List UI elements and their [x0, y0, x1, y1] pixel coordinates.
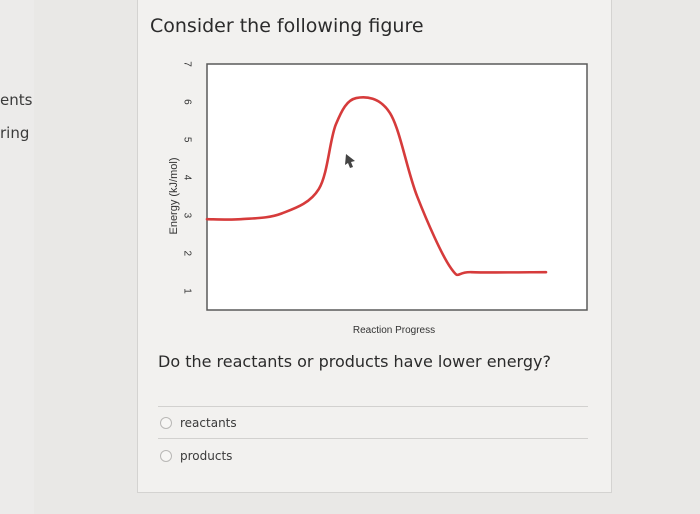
- sidebar-item-partial[interactable]: ring: [0, 124, 30, 142]
- question-prompt: Do the reactants or products have lower energy?: [158, 352, 551, 371]
- y-tick-label: 6: [181, 99, 193, 105]
- question-intro: Consider the following figure: [150, 15, 424, 37]
- option-divider: [158, 406, 588, 407]
- x-axis-label: Reaction Progress: [352, 325, 436, 336]
- y-tick-label: 2: [181, 250, 193, 257]
- y-tick-label: 5: [181, 136, 193, 143]
- radio-reactants[interactable]: [160, 417, 172, 429]
- option-divider: [158, 438, 588, 439]
- option-reactants[interactable]: [160, 414, 237, 432]
- y-tick-label: 7: [181, 61, 193, 67]
- y-axis-label: Energy (kJ/mol): [168, 157, 180, 235]
- radio-products[interactable]: [160, 450, 172, 462]
- y-tick-label: 3: [181, 212, 193, 219]
- y-axis-ticks: [181, 61, 192, 294]
- option-label: reactants: [180, 416, 237, 430]
- option-label: products: [180, 449, 233, 463]
- y-tick-label: 1: [181, 288, 193, 294]
- option-products[interactable]: [160, 447, 232, 465]
- sidebar-item-partial[interactable]: ents: [0, 91, 33, 109]
- y-tick-label: 4: [181, 174, 193, 181]
